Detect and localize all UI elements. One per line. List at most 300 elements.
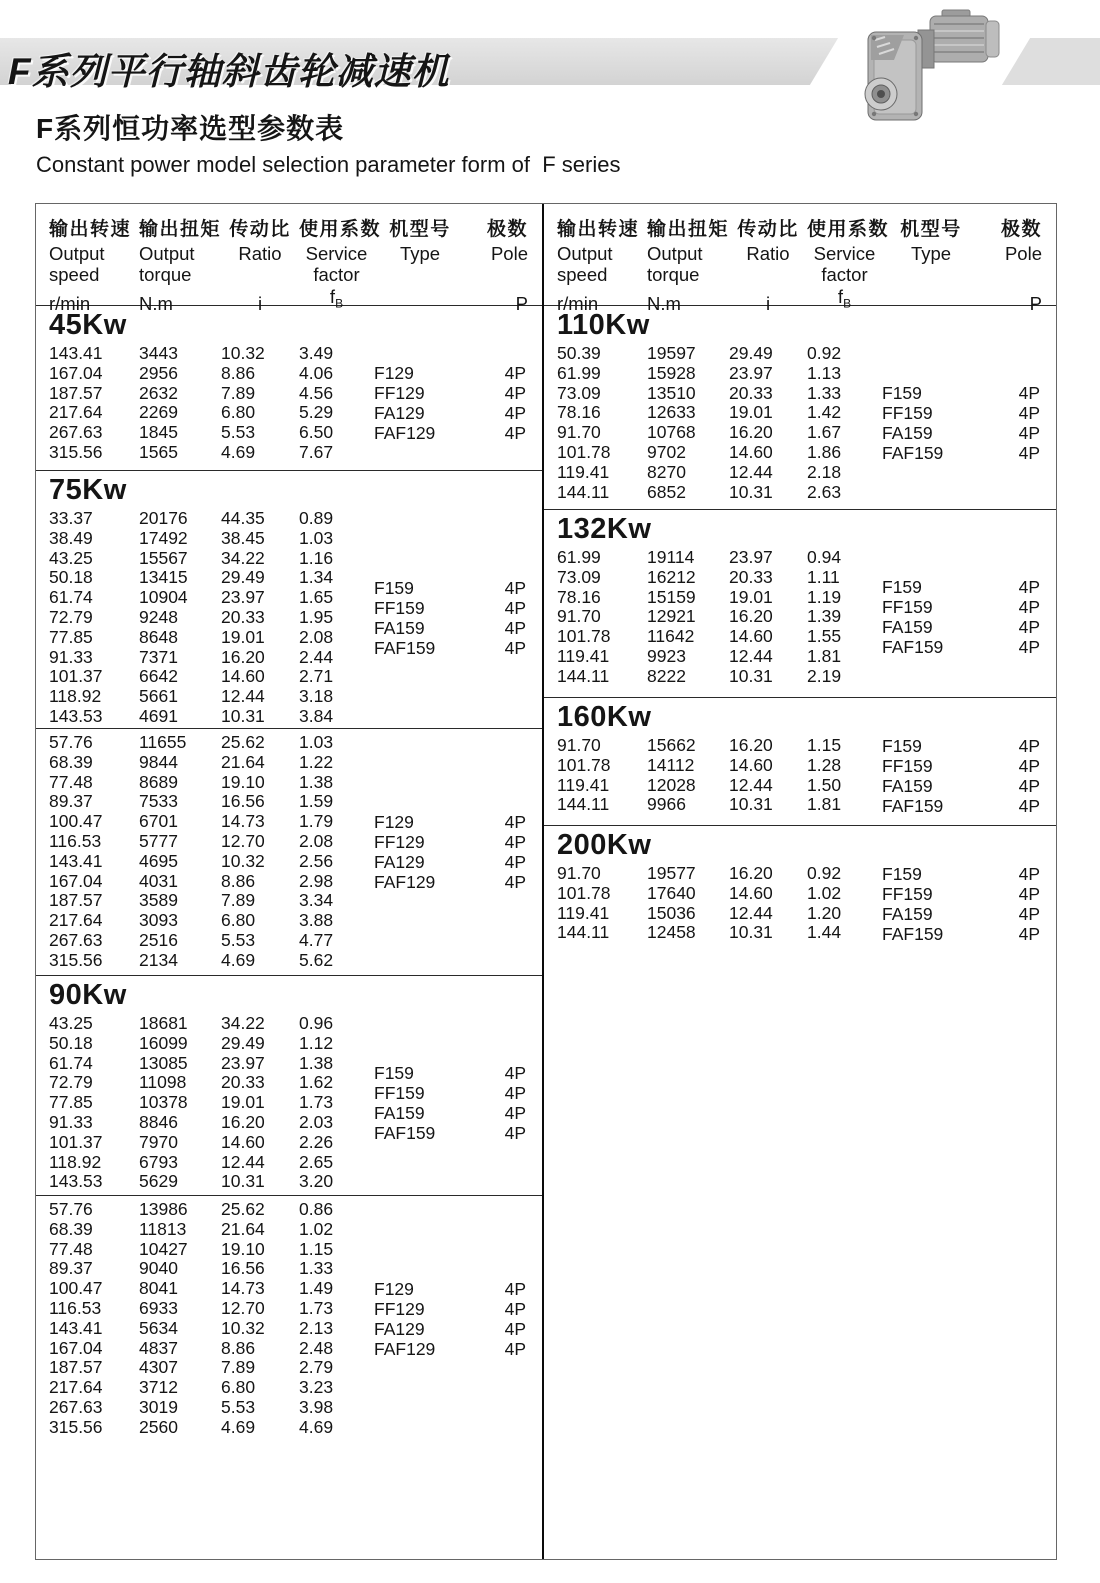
cell-output-torque: 8846: [139, 1111, 178, 1132]
type-model: F159: [374, 577, 414, 598]
motor: [930, 10, 999, 62]
gear-reducer-photo: [838, 2, 1013, 124]
header-band-right: [1002, 38, 1100, 85]
cell-service-factor: 0.92: [807, 863, 842, 883]
table-row: [49, 648, 374, 668]
column-header-pole: [980, 219, 1042, 315]
cell-output-torque: 12633: [647, 402, 696, 423]
pole-value: 4P: [504, 637, 526, 658]
cell-output-speed: 61.74: [49, 1052, 93, 1073]
column-header-unit: i: [765, 293, 771, 315]
column-header-zh: 传动比: [229, 219, 291, 240]
column-header-en: Pole: [490, 242, 528, 264]
data-rows: [544, 548, 882, 687]
cell-service-factor: 4.56: [299, 382, 334, 403]
section-body: [544, 548, 1056, 687]
cell-ratio: 10.31: [729, 481, 773, 502]
cell-output-torque: 3589: [139, 890, 178, 911]
cell-output-speed: 50.39: [557, 343, 601, 363]
type-model: FAF159: [882, 443, 944, 464]
cell-ratio: 14.60: [729, 754, 773, 775]
section-title: 132Kw: [557, 513, 652, 545]
table-row: [557, 483, 882, 503]
section-body: [544, 864, 1056, 944]
cell-output-torque: 12921: [647, 606, 696, 627]
cell-output-speed: 143.41: [49, 343, 103, 363]
cell-output-torque: 6642: [139, 666, 178, 687]
cell-ratio: 7.89: [221, 890, 256, 911]
cell-service-factor: 1.55: [807, 626, 842, 647]
type-list: [882, 344, 1056, 502]
cell-service-factor: 1.39: [807, 606, 842, 627]
pole-value: 4P: [504, 1103, 526, 1124]
cell-ratio: 21.64: [221, 751, 265, 772]
type-model: FF129: [374, 831, 425, 852]
section-body: [544, 344, 1056, 502]
table-row: [49, 1133, 374, 1153]
table-row: [49, 344, 374, 364]
table-row: [49, 384, 374, 404]
cell-ratio: 12.70: [221, 830, 265, 851]
cell-output-torque: 7371: [139, 646, 178, 667]
table-row: [49, 568, 374, 588]
type-list: [374, 1200, 542, 1438]
cell-output-torque: 12458: [647, 922, 696, 943]
cell-ratio: 16.20: [729, 606, 773, 627]
cell-output-torque: 15159: [647, 586, 696, 607]
cell-output-torque: 2516: [139, 929, 178, 950]
pole-value: 4P: [504, 1318, 526, 1339]
cell-output-speed: 100.47: [49, 811, 103, 832]
cell-output-speed: 91.70: [557, 863, 601, 883]
cell-output-speed: 144.11: [557, 922, 610, 943]
cell-ratio: 5.53: [221, 422, 256, 443]
table-row: [49, 1418, 374, 1438]
cell-service-factor: 1.79: [299, 811, 334, 832]
pole-value: 4P: [1018, 864, 1040, 884]
cell-service-factor: 2.18: [807, 461, 842, 482]
cell-output-torque: 4695: [139, 850, 178, 871]
cell-ratio: 10.32: [221, 343, 265, 363]
cell-output-speed: 101.37: [49, 666, 103, 687]
table-row: [49, 931, 374, 951]
cell-output-speed: 267.63: [49, 929, 103, 950]
cell-output-torque: 9040: [139, 1258, 178, 1279]
cell-service-factor: 2.56: [299, 850, 334, 871]
pole-value: 4P: [504, 403, 526, 424]
cell-service-factor: 1.15: [299, 1238, 334, 1259]
cell-output-speed: 50.18: [49, 1032, 93, 1053]
cell-service-factor: 3.84: [299, 705, 334, 726]
cell-output-torque: 15662: [647, 735, 696, 755]
table-row: [49, 733, 374, 753]
column-header-en: Service: [813, 242, 876, 264]
gearbox-housing: [865, 32, 922, 120]
cell-output-speed: 217.64: [49, 910, 103, 931]
column-header-en: factor: [313, 264, 360, 285]
type-model: FA159: [374, 1103, 425, 1124]
data-rows: [544, 864, 882, 944]
cell-service-factor: 1.03: [299, 732, 334, 752]
cell-output-torque: 9702: [647, 441, 686, 462]
pole-value: 4P: [504, 383, 526, 404]
table-row: [49, 891, 374, 911]
cell-service-factor: 1.38: [299, 771, 334, 792]
cell-output-torque: 8689: [139, 771, 178, 792]
cell-output-torque: 19597: [647, 343, 696, 363]
cell-ratio: 14.73: [221, 811, 265, 832]
cell-ratio: 16.20: [729, 422, 773, 443]
cell-output-speed: 91.70: [557, 606, 601, 627]
cell-output-torque: 15928: [647, 362, 696, 383]
cell-output-torque: 13085: [139, 1052, 188, 1073]
table-row: [49, 1279, 374, 1299]
cell-service-factor: 0.89: [299, 508, 334, 528]
table-row: [557, 795, 882, 815]
cell-service-factor: 3.34: [299, 890, 334, 911]
cell-service-factor: 0.96: [299, 1013, 334, 1033]
cell-output-speed: 143.41: [49, 1317, 103, 1338]
cell-output-speed: 315.56: [49, 949, 103, 970]
cell-output-speed: 38.49: [49, 527, 93, 548]
table-row: [49, 1339, 374, 1359]
cell-output-speed: 267.63: [49, 422, 103, 443]
column-header-en: speed: [557, 264, 608, 285]
table-row: [49, 911, 374, 931]
pole-value: 4P: [504, 831, 526, 852]
table-row: [557, 923, 882, 943]
table-row: [557, 647, 882, 667]
cell-output-speed: 267.63: [49, 1396, 103, 1417]
pole-value: 4P: [504, 1298, 526, 1319]
table-row: [49, 1259, 374, 1279]
cell-ratio: 12.44: [729, 461, 773, 482]
type-row: [882, 597, 1040, 617]
type-row: [374, 832, 526, 852]
type-row: [882, 443, 1040, 463]
cell-output-speed: 143.53: [49, 705, 103, 726]
cell-output-torque: 13510: [647, 382, 696, 403]
cell-output-torque: 9844: [139, 751, 178, 772]
cell-ratio: 34.22: [221, 547, 265, 568]
cell-output-torque: 8270: [647, 461, 686, 482]
type-model: FA129: [374, 851, 425, 872]
column-header-en: Type: [399, 242, 441, 264]
table-row: [49, 707, 374, 727]
cell-output-speed: 50.18: [49, 567, 93, 588]
cell-ratio: 5.53: [221, 1396, 256, 1417]
power-section-75kw: [36, 471, 542, 729]
type-model: F129: [374, 363, 414, 384]
cell-output-torque: 7533: [139, 791, 178, 812]
cell-output-torque: 2632: [139, 382, 178, 403]
pole-value: 4P: [504, 851, 526, 872]
cell-ratio: 23.97: [221, 1052, 265, 1073]
cell-output-speed: 89.37: [49, 1258, 93, 1279]
cell-ratio: 6.80: [221, 1377, 256, 1398]
cell-service-factor: 1.67: [807, 422, 842, 443]
page-title: F系列平行轴斜齿轮减速机: [8, 51, 450, 92]
type-row: [374, 423, 526, 443]
cell-output-speed: 68.39: [49, 751, 93, 772]
type-model: FF129: [374, 383, 425, 404]
cell-service-factor: 2.48: [299, 1337, 334, 1358]
cell-service-factor: 5.62: [299, 949, 334, 970]
cell-ratio: 10.31: [729, 922, 773, 943]
cell-output-speed: 119.41: [557, 902, 610, 923]
cell-output-speed: 144.11: [557, 665, 610, 686]
data-rows: [36, 344, 374, 463]
type-row: [882, 423, 1040, 443]
cell-output-torque: 5629: [139, 1171, 178, 1192]
cell-output-speed: 116.53: [49, 830, 102, 851]
cell-output-speed: 167.04: [49, 870, 103, 891]
cell-output-torque: 9923: [647, 645, 686, 666]
column-header-zh: 机型号: [389, 219, 451, 240]
table-row: [557, 756, 882, 776]
table-row: [557, 568, 882, 588]
column-header-en: Pole: [1004, 242, 1042, 264]
pole-value: 4P: [1018, 736, 1040, 756]
cell-output-speed: 89.37: [49, 791, 93, 812]
table-row: [49, 1378, 374, 1398]
table-row: [49, 753, 374, 773]
cell-output-torque: 9966: [647, 794, 686, 815]
cell-output-torque: 11655: [139, 732, 187, 752]
cell-output-speed: 61.74: [49, 587, 93, 608]
cell-ratio: 6.80: [221, 910, 256, 931]
column-header-en: factor: [821, 264, 868, 285]
cell-output-torque: 6852: [647, 481, 686, 502]
cell-ratio: 19.01: [729, 402, 773, 423]
cell-output-speed: 119.41: [557, 774, 610, 795]
cell-service-factor: 1.50: [807, 774, 842, 795]
cell-output-torque: 16212: [647, 566, 696, 587]
pole-value: 4P: [1018, 776, 1040, 796]
cell-output-torque: 10768: [647, 422, 696, 443]
cell-service-factor: 3.18: [299, 686, 334, 707]
cell-service-factor: 1.59: [299, 791, 334, 812]
cell-service-factor: 2.19: [807, 665, 842, 686]
cell-output-torque: 6933: [139, 1297, 178, 1318]
cell-output-torque: 18681: [139, 1013, 188, 1033]
column-header-unit: P: [515, 293, 528, 315]
cell-output-torque: 3019: [139, 1396, 178, 1417]
cell-output-speed: 101.78: [557, 441, 611, 462]
column-header-unit: N.m: [647, 293, 681, 315]
column-header-service-factor: [299, 219, 382, 315]
table-row: [49, 529, 374, 549]
column-header-zh: 使用系数: [807, 219, 890, 240]
cell-ratio: 38.45: [221, 527, 265, 548]
type-model: FAF159: [374, 637, 436, 658]
cell-output-speed: 143.41: [49, 850, 103, 871]
type-model: F159: [882, 864, 922, 884]
type-row: [374, 1339, 526, 1359]
cell-output-torque: 8041: [139, 1278, 178, 1299]
table-title-en: Constant power model selection parameter form of F series: [36, 152, 621, 177]
cell-ratio: 14.60: [221, 666, 265, 687]
cell-service-factor: 3.88: [299, 910, 334, 931]
cell-ratio: 7.89: [221, 1357, 256, 1378]
section-title: 45Kw: [49, 309, 127, 341]
cell-ratio: 20.33: [729, 382, 773, 403]
cell-service-factor: 1.38: [299, 1052, 334, 1073]
column-header-unit: N.m: [139, 293, 173, 315]
cell-service-factor: 1.15: [807, 735, 842, 755]
column-header-en: Ratio: [238, 242, 282, 264]
cell-output-torque: 4307: [139, 1357, 178, 1378]
column-header-unit: P: [1029, 293, 1042, 315]
cell-output-torque: 14112: [647, 754, 695, 775]
cell-ratio: 10.31: [729, 665, 773, 686]
type-row: [882, 577, 1040, 597]
cell-output-speed: 315.56: [49, 441, 103, 462]
power-section-sub: [36, 729, 542, 976]
column-header-type: [882, 219, 980, 315]
cell-output-speed: 72.79: [49, 1072, 93, 1093]
cell-output-torque: 15567: [139, 547, 188, 568]
table-row: [557, 423, 882, 443]
type-row: [374, 1279, 526, 1299]
cell-ratio: 8.86: [221, 870, 256, 891]
table-header-left: [36, 204, 542, 315]
table-row: [557, 463, 882, 483]
table-panel-right: [542, 204, 1056, 1559]
table-row: [557, 607, 882, 627]
cell-ratio: 12.44: [221, 686, 265, 707]
pole-value: 4P: [1018, 617, 1040, 638]
table-row: [557, 384, 882, 404]
cell-ratio: 19.01: [729, 586, 773, 607]
cell-ratio: 4.69: [221, 949, 256, 970]
cell-output-torque: 19577: [647, 863, 696, 883]
type-model: FA159: [882, 776, 933, 796]
cell-service-factor: 3.98: [299, 1396, 334, 1417]
cell-output-torque: 4837: [139, 1337, 178, 1358]
pole-value: 4P: [504, 1123, 526, 1144]
type-row: [374, 872, 526, 892]
type-model: FF129: [374, 1298, 425, 1319]
table-row: [49, 549, 374, 569]
cell-service-factor: 1.19: [807, 586, 842, 607]
column-header-zh: 输出转速: [49, 219, 132, 240]
table-row: [557, 344, 882, 364]
cell-output-speed: 144.11: [557, 794, 610, 815]
cell-ratio: 8.86: [221, 362, 256, 383]
section-body: [36, 344, 542, 463]
power-section-132kw: [544, 510, 1056, 698]
type-model: FA159: [882, 904, 933, 924]
table-panel-left: [36, 204, 542, 1559]
table-row: [49, 608, 374, 628]
cell-service-factor: 3.23: [299, 1377, 334, 1398]
cell-output-speed: 100.47: [49, 1278, 103, 1299]
pole-value: 4P: [1018, 597, 1040, 618]
table-row: [557, 588, 882, 608]
column-header-en: Type: [910, 242, 952, 264]
cell-output-speed: 91.33: [49, 646, 93, 667]
cell-output-torque: 13415: [139, 567, 188, 588]
pole-value: 4P: [504, 871, 526, 892]
cell-output-speed: 119.41: [557, 645, 610, 666]
power-section-200kw: [544, 826, 1056, 1559]
type-list: [882, 548, 1056, 687]
cell-service-factor: 1.86: [807, 441, 842, 462]
type-row: [374, 578, 526, 598]
table-row: [49, 1358, 374, 1378]
cell-ratio: 29.49: [221, 567, 265, 588]
table-row: [49, 628, 374, 648]
cell-ratio: 14.60: [729, 626, 773, 647]
cell-service-factor: 1.11: [807, 566, 840, 587]
column-header-ratio: [729, 219, 807, 315]
column-header-output-torque: [139, 219, 221, 315]
type-model: F159: [882, 577, 922, 598]
cell-ratio: 16.56: [221, 1258, 265, 1279]
cell-output-torque: 17492: [139, 527, 188, 548]
table-row: [557, 884, 882, 904]
pole-value: 4P: [1018, 577, 1040, 598]
table-header-right: [544, 204, 1056, 315]
cell-service-factor: 1.73: [299, 1092, 334, 1113]
type-row: [374, 1063, 526, 1083]
cell-service-factor: 1.33: [299, 1258, 334, 1279]
cell-ratio: 8.86: [221, 1337, 256, 1358]
cell-output-speed: 187.57: [49, 1357, 103, 1378]
cell-output-speed: 77.85: [49, 626, 93, 647]
cell-ratio: 5.53: [221, 929, 256, 950]
column-header-en: torque: [647, 264, 700, 285]
table-row: [49, 852, 374, 872]
cell-output-speed: 118.92: [49, 686, 102, 707]
cell-output-speed: 73.09: [557, 382, 601, 403]
cell-service-factor: 1.42: [807, 402, 842, 423]
cell-output-speed: 77.48: [49, 1238, 93, 1259]
cell-output-torque: 3712: [139, 1377, 178, 1398]
cell-ratio: 20.33: [729, 566, 773, 587]
cell-output-speed: 72.79: [49, 606, 93, 627]
type-row: [374, 383, 526, 403]
cell-output-torque: 12028: [647, 774, 696, 795]
cell-output-speed: 315.56: [49, 1416, 103, 1437]
type-row: [882, 884, 1040, 904]
column-header-type: [374, 219, 466, 315]
column-header-service-factor: [807, 219, 890, 315]
table-row: [49, 1054, 374, 1074]
section-body: [36, 1200, 542, 1438]
cell-output-speed: 101.78: [557, 754, 611, 775]
cell-service-factor: 2.13: [299, 1317, 334, 1338]
data-rows: [36, 733, 374, 971]
cell-service-factor: 3.49: [299, 343, 334, 363]
pole-value: 4P: [1018, 443, 1040, 464]
cell-service-factor: 1.34: [299, 567, 334, 588]
pole-value: 4P: [504, 811, 526, 832]
cell-output-speed: 77.48: [49, 771, 93, 792]
section-title: 110Kw: [557, 309, 650, 341]
cell-output-torque: 2560: [139, 1416, 178, 1437]
cell-output-speed: 57.76: [49, 1199, 93, 1219]
column-header-en: Output: [647, 242, 703, 264]
table-row: [49, 364, 374, 384]
section-title: 90Kw: [49, 979, 127, 1011]
table-row: [557, 864, 882, 884]
cell-service-factor: 2.79: [299, 1357, 334, 1378]
table-row: [49, 1153, 374, 1173]
type-row: [882, 924, 1040, 944]
table-row: [49, 687, 374, 707]
